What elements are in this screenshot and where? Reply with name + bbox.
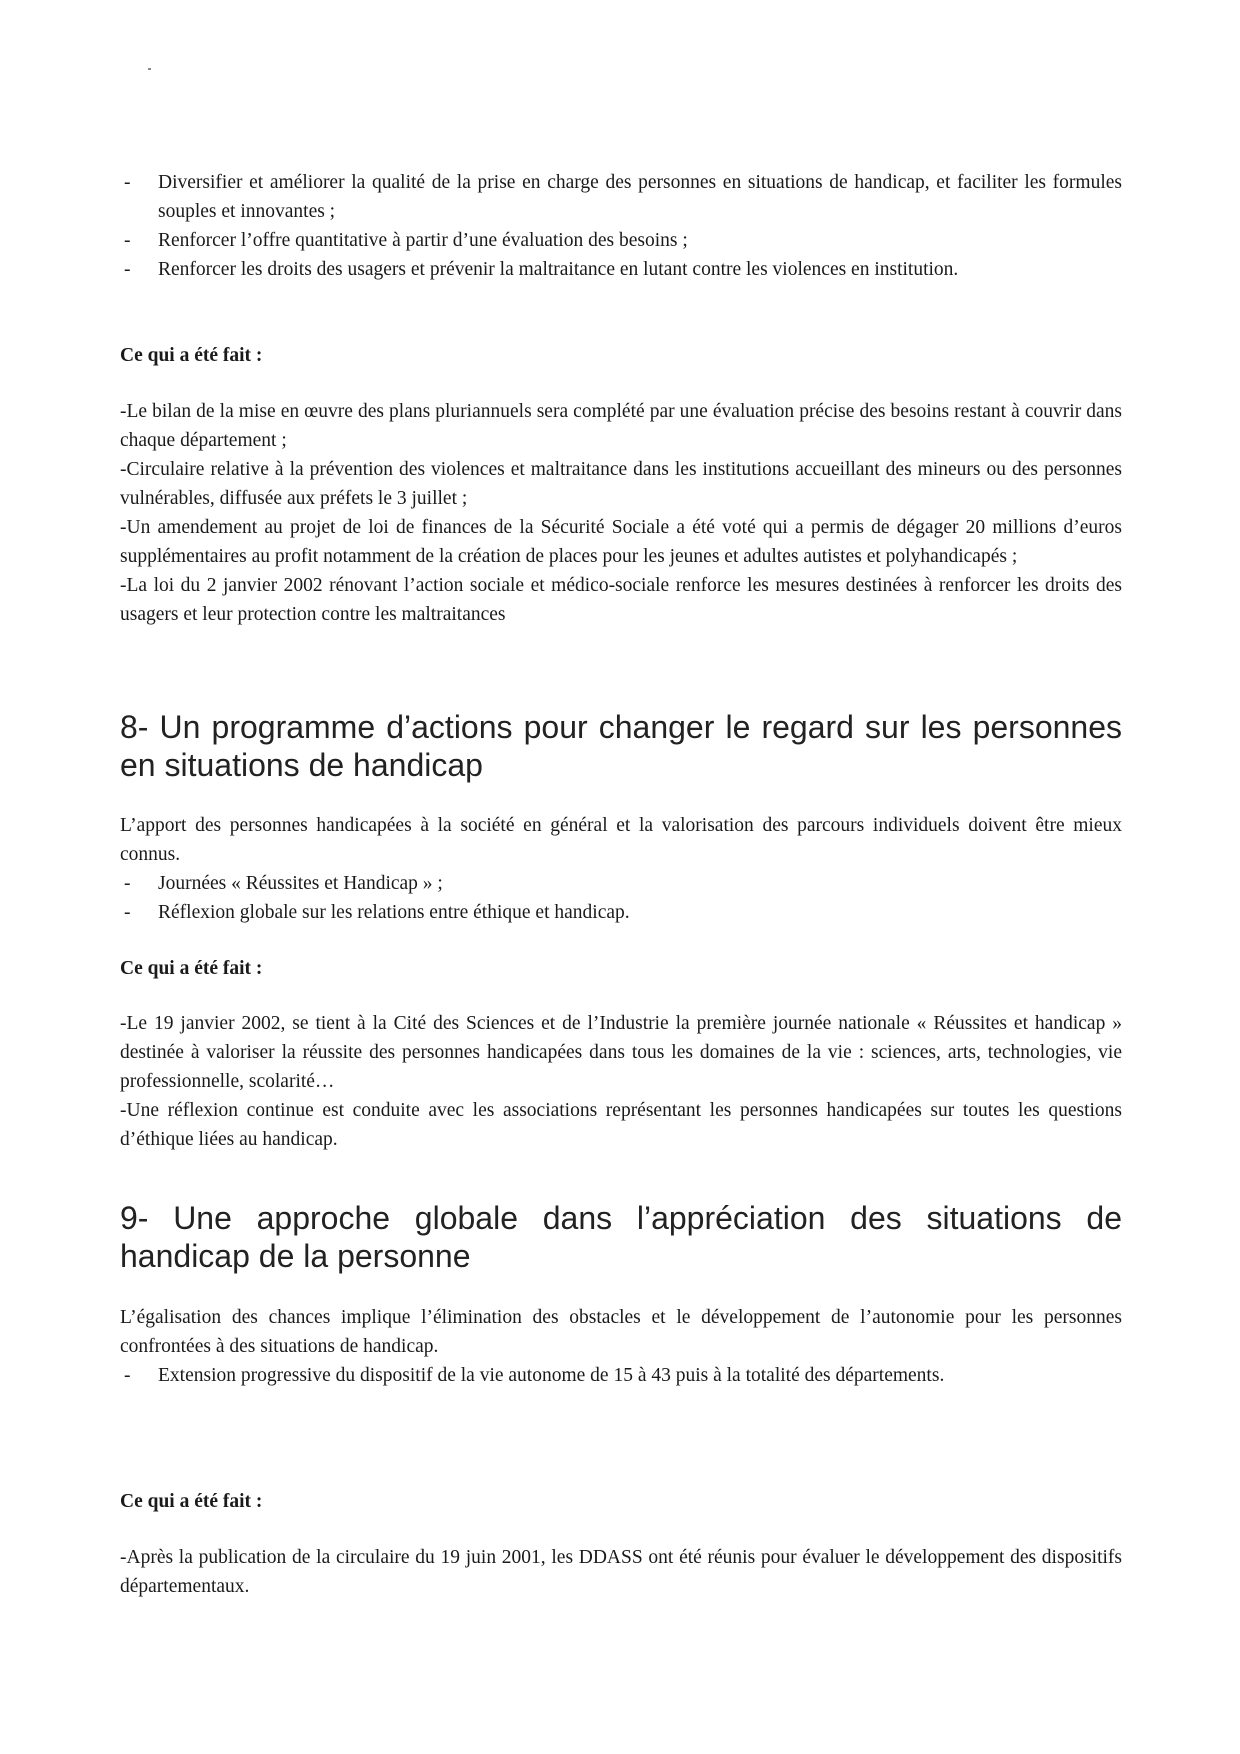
section-subheading: Ce qui a été fait : (120, 958, 263, 979)
section-subheading: Ce qui a été fait : (120, 345, 263, 366)
paragraph: -Le bilan de la mise en œuvre des plans pluriannuels sera complété par une évaluation précise des besoins restant à couvrir dans chaque département ; (120, 401, 1122, 451)
list-item: - Extension progressive du dispositif de la vie autonome de 15 à 43 puis à la totalité des départements. (120, 1361, 1122, 1390)
list-item: - Renforcer les droits des usagers et prévenir la maltraitance en lutant contre les violences en institution. (120, 255, 1122, 284)
top-bullet-list (120, 168, 1122, 284)
list-item: - Réflexion globale sur les relations entre éthique et handicap. (120, 898, 1122, 927)
section-intro: L’apport des personnes handicapées à la société en général et la valorisation des parcours individuels doivent être mieux connus. (120, 815, 1122, 865)
paragraph: -La loi du 2 janvier 2002 rénovant l’action sociale et médico-sociale renforce les mesures destinées à renforcer les droits des usagers et leur protection contre les maltraitances (120, 575, 1122, 625)
results-block (120, 397, 1122, 629)
list-item: - Diversifier et améliorer la qualité de la prise en charge des personnes en situations de handicap, et faciliter les formules souples et innovantes ; (120, 168, 1122, 226)
section-title: 9- Une approche globale dans l’appréciation des situations de handicap de la personne (120, 1200, 1122, 1274)
section-bullet-list (120, 869, 1122, 927)
results-block (120, 1009, 1122, 1154)
section-intro: L’égalisation des chances implique l’élimination des obstacles et le développement de l’autonomie pour les personnes confrontées à des situations de handicap. (120, 1307, 1122, 1357)
results-block (120, 1543, 1122, 1601)
scan-speck (148, 68, 151, 70)
list-item: - Renforcer l’offre quantitative à partir d’une évaluation des besoins ; (120, 226, 1122, 255)
paragraph: -Le 19 janvier 2002, se tient à la Cité des Sciences et de l’Industrie la première journée nationale « Réussites et handicap » destinée à valoriser la réussite des personnes handicapées dans tous les domaines de la vie : sciences, arts, technologies, vie professionnelle, scolarité… (120, 1013, 1122, 1092)
section-subheading: Ce qui a été fait : (120, 1491, 263, 1512)
list-item: - Journées « Réussites et Handicap » ; (120, 869, 1122, 898)
paragraph: -Après la publication de la circulaire du 19 juin 2001, les DDASS ont été réunis pour évaluer le développement des dispositifs départementaux. (120, 1547, 1122, 1597)
paragraph: -Une réflexion continue est conduite avec les associations représentant les personnes handicapées sur toutes les questions d’éthique liées au handicap. (120, 1100, 1122, 1150)
paragraph: -Circulaire relative à la prévention des violences et maltraitance dans les institutions accueillant des mineurs ou des personnes vulnérables, diffusée aux préfets le 3 juillet ; (120, 459, 1122, 509)
section-bullet-list (120, 1361, 1122, 1390)
paragraph: -Un amendement au projet de loi de finances de la Sécurité Sociale a été voté qui a permis de dégager 20 millions d’euros supplémentaires au profit notamment de la création de places pour les jeunes et adultes autistes et polyhandicapés ; (120, 517, 1122, 567)
section-title: 8- Un programme d’actions pour changer le regard sur les personnes en situations de handicap (120, 709, 1122, 783)
